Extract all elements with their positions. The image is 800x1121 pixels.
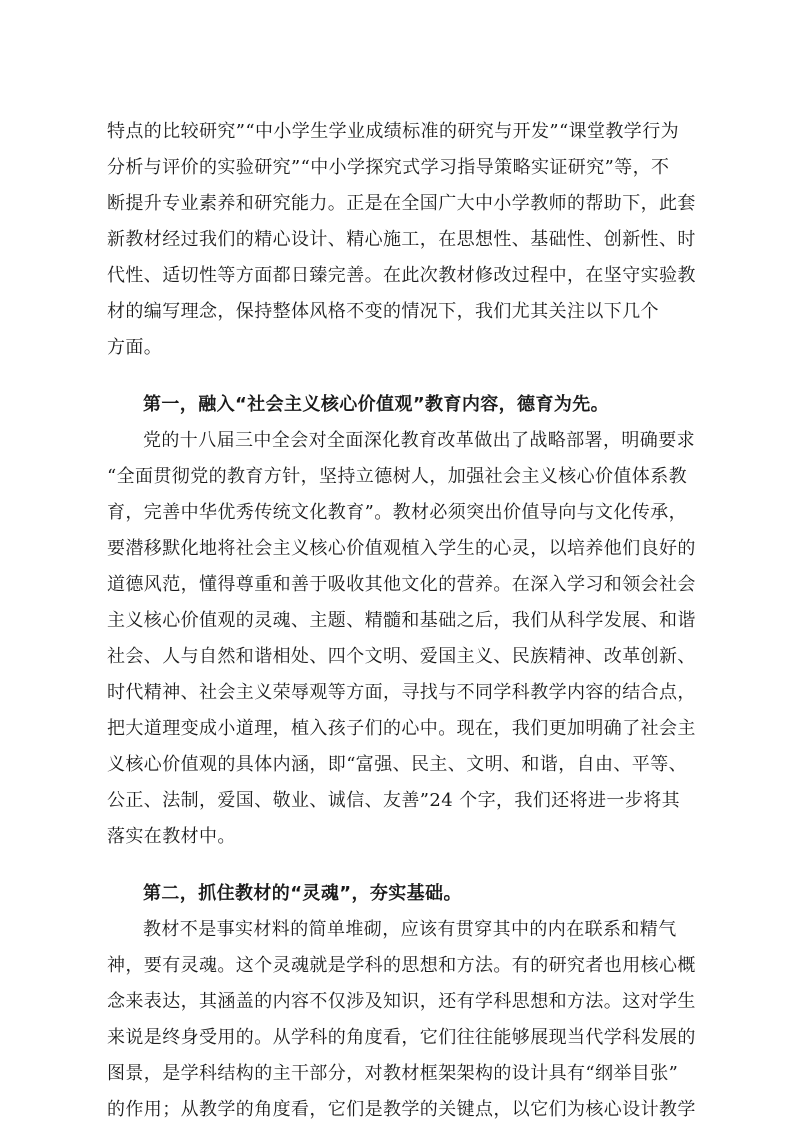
text-line: 新教材经过我们的精心设计、精心施工，在思想性、基础性、创新性、时 bbox=[107, 229, 696, 250]
text-line: 育，完善中华优秀传统文化教育”。教材必须突出价值导向与文化传承， bbox=[107, 502, 687, 523]
section-heading: 第一，融入“社会主义核心价值观”教育内容，德育为先。 bbox=[143, 394, 610, 415]
text-line: 时代精神、社会主义荣辱观等方面，寻找与不同学科教学内容的结合点， bbox=[107, 682, 696, 703]
text-line: 公正、法制，爱国、敬业、诚信、友善”24 个字，我们还将进一步将其 bbox=[107, 790, 681, 811]
text-line: 分析与评价的实验研究”“中小学探究式学习指导策略实证研究”等，不 bbox=[107, 157, 670, 178]
section-heading: 第二，抓住教材的“灵魂”，夯实基础。 bbox=[143, 883, 462, 904]
text-line: 要潜移默化地将社会主义核心价值观植入学生的心灵，以培养他们良好的 bbox=[107, 538, 696, 559]
text-line: 社会、人与自然和谐相处、四个文明、爱国主义、民族精神、改革创新、 bbox=[107, 646, 696, 667]
text-line: 义核心价值观的具体内涵，即“富强、民主、文明、和谐，自由、平等、 bbox=[107, 754, 687, 775]
text-line: 的作用；从教学的角度看，它们是教学的关键点，以它们为核心设计教学 bbox=[107, 1099, 696, 1120]
text-line: 断提升专业素养和研究能力。正是在全国广大中小学教师的帮助下，此套 bbox=[107, 193, 696, 214]
text-line: 来说是终身受用的。从学科的角度看，它们往往能够展现当代学科发展的 bbox=[107, 1027, 696, 1048]
text-line: 图景，是学科结构的主干部分，对教材框架架构的设计具有“纲举目张” bbox=[107, 1063, 679, 1084]
text-line: 落实在教材中。 bbox=[107, 826, 236, 847]
text-line: 神，要有灵魂。这个灵魂就是学科的思想和方法。有的研究者也用核心概 bbox=[107, 955, 696, 976]
text-line: 教材不是事实材料的简单堆砌，应该有贯穿其中的内在联系和精气 bbox=[143, 919, 677, 940]
text-line: 党的十八届三中全会对全面深化教育改革做出了战略部署，明确要求 bbox=[143, 430, 695, 451]
text-line: “全面贯彻党的教育方针，坚持立德树人，加强社会主义核心价值体系教 bbox=[107, 466, 687, 487]
text-line: 念来表达，其涵盖的内容不仅涉及知识，还有学科思想和方法。这对学生 bbox=[107, 991, 696, 1012]
text-line: 方面。 bbox=[107, 337, 163, 358]
text-line: 材的编写理念，保持整体风格不变的情况下，我们尤其关注以下几个 bbox=[107, 301, 659, 322]
text-line: 代性、适切性等方面都日臻完善。在此次教材修改过程中，在坚守实验教 bbox=[107, 265, 696, 286]
text-line: 道德风范，懂得尊重和善于吸收其他文化的营养。在深入学习和领会社会 bbox=[107, 574, 696, 595]
text-line: 主义核心价值观的灵魂、主题、精髓和基础之后，我们从科学发展、和谐 bbox=[107, 610, 696, 631]
text-line: 把大道理变成小道理，植入孩子们的心中。现在，我们更加明确了社会主 bbox=[107, 718, 696, 739]
text-line: 特点的比较研究”“中小学生学业成绩标准的研究与开发”“课堂教学行为 bbox=[107, 121, 680, 142]
